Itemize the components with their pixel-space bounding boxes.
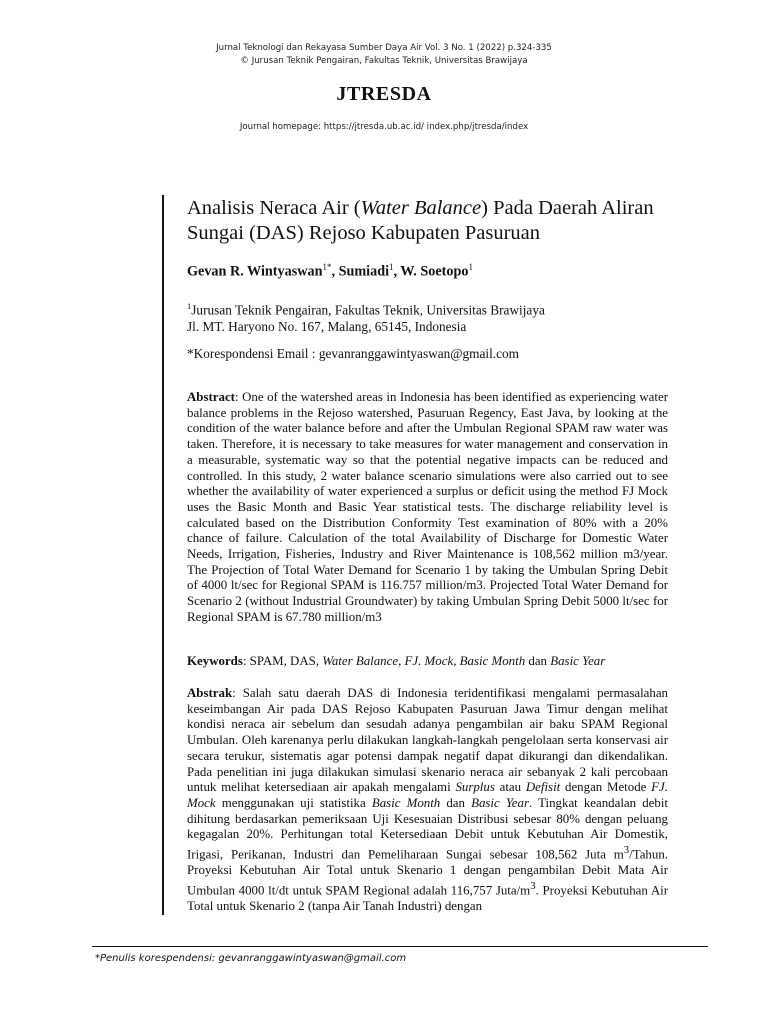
affiliation-institution: Jurusan Teknik Pengairan, Fakultas Teknik, Universitas Brawijaya: [191, 302, 545, 318]
title-text: Analisis Neraca Air (: [187, 197, 361, 219]
abstrak-text: dan: [440, 795, 472, 810]
title-italic: Water Balance: [360, 197, 482, 219]
author-separator: ,: [393, 263, 401, 280]
article-title: [187, 196, 668, 246]
footnote-correspondence: *Penulis korespendensi: gevanranggawintyaswan@gmail.com: [95, 953, 407, 964]
margin-rule: [162, 195, 164, 915]
keyword-italic: Water Balance: [322, 654, 399, 668]
journal-citation: Jurnal Teknologi dan Rekayasa Sumber Daya Air Vol. 3 No. 1 (2022) p.324-335: [216, 43, 552, 53]
keyword-text: : SPAM, DAS,: [242, 654, 323, 668]
author-affiliation-mark: 1: [468, 262, 473, 272]
journal-brand: JTRESDA: [336, 83, 432, 105]
abstrak-text: : Salah satu daerah DAS di Indonesia teridentifikasi mengalami permasalahan keseimbangan Air pada DAS Rejoso Kabupaten Pasuruan Jawa Timur dengan melihat kondisi neraca air sebelum dan sesudah adanya pengambilan air baku SPAM Regional Umbulan. Oleh karenanya perlu dilakukan langkah-langkah pengelolaan serta konservasi air secara terukur, sistematis agar potensi dampak negatif dapat dikurangi dan dikendalikan. Pada penelitian ini juga dilakukan simulasi skenario neraca air sebanyak 2 kali percobaan untuk melihat ketersediaan air apakah mengalami: [187, 686, 668, 795]
abstract-text: : One of the watershed areas in Indonesia has been identified as experiencing water balance problems in the Rejoso watershed, Pasuruan Regency, East Java, by looking at the condition of the water balance before and after the Umbulan Regional SPAM raw water was taken. Therefore, it is necessary to take measures for water management and conservation in a measurable, systematic way so that the potential negative impacts can be reduced and controlled. In this study, 2 water balance scenario simulations were also carried out to see whether the availability of water experienced a surplus or deficit using the method FJ Mock uses the Basic Month and Basic Year statistical tests. The discharge reliability level is calculated based on the Distribution Conformity Test examination of 80% with a 20% chance of failure. Calculation of the total Availability of Discharge for Domestic Water Needs, Irrigation, Fisheries, Industry and River Maintenance is 108,562 million m3/year. The Projection of Total Water Demand for Scenario 1 by taking the Umbulan Spring Debit of 4000 lt/sec for Regional SPAM is 116.757 million/m3. Projected Total Water Demand for Scenario 2 (without Industrial Groundwater) by taking Umbulan Spring Debit 5000 lt/sec for Regional SPAM is 67.780 million/m3: [187, 390, 668, 624]
abstrak-italic: FJ. Mock: [187, 780, 668, 810]
abstrak-label: Abstrak: [187, 686, 233, 700]
author-name: Sumiadi: [338, 263, 390, 280]
affiliation: [187, 298, 668, 335]
keywords: [187, 654, 668, 670]
affiliation-mark: 1: [187, 301, 192, 311]
abstract-indonesian: [187, 686, 668, 914]
abstract-english: [187, 390, 668, 626]
affiliation-line: [187, 298, 668, 318]
keyword-italic: Basic Year: [550, 654, 606, 668]
abstrak-text: menggunakan uji statistika: [215, 795, 372, 810]
abstrak-text: atau: [494, 780, 526, 795]
keywords-label: Keywords: [187, 654, 243, 668]
abstrak-superscript: 3: [530, 879, 536, 892]
abstrak-superscript: 3: [623, 844, 630, 857]
copyright-line: © Jurusan Teknik Pengairan, Fakultas Teknik, Universitas Brawijaya: [240, 56, 528, 66]
abstrak-text: dengan Metode: [560, 780, 652, 795]
author-list: [187, 262, 668, 281]
abstrak-italic: Basic Year: [471, 795, 529, 810]
author-name: W. Soetopo: [400, 263, 469, 280]
abstrak-italic: Basic Month: [371, 795, 441, 810]
affiliation-address: Jl. MT. Haryono No. 167, Malang, 65145, Indonesia: [187, 319, 467, 335]
abstrak-italic: Surplus: [455, 780, 495, 795]
keyword-text: ,: [453, 654, 460, 668]
author-name: Gevan R. Wintyaswan: [187, 263, 323, 280]
keyword-italic: Basic Month: [459, 654, 526, 668]
abstrak-text: . Tingkat keandalan debit dihitung berdasarkan pemeriksaan Uji Kesesuaian Distribusi sebesar 80% dengan peluang kegagalan 20%. Perhitungan total Ketersediaan Debit untuk Kebutuhan Air Domestik, Irigasi, Perikanan, Industri dan Pemeliharaan Sungai sebesar 108,562 Juta m: [187, 795, 668, 862]
journal-homepage[interactable]: Journal homepage: https://jtresda.ub.ac.id/ index.php/jtresda/index: [239, 122, 529, 132]
author-separator: ,: [331, 263, 339, 280]
abstract-label: Abstract: [187, 390, 235, 404]
title-text-rest: ) Pada Daerah Aliran Sungai (DAS) Rejoso Kabupaten Pasuruan: [187, 197, 654, 244]
abstrak-text: /Tahun. Proyeksi Kebutuhan Air Total untuk Skenario 1 dengan pengambilan Debit Mata Air Umbulan 4000 lt/dt untuk SPAM Regional adalah 116,757 Juta/m: [187, 847, 668, 898]
keyword-text: dan: [525, 654, 551, 668]
footnote-rule: [92, 946, 708, 947]
author-affiliation-mark: 1*: [322, 262, 332, 272]
correspondence-email: *Korespondensi Email : gevanranggawintyaswan@gmail.com: [187, 346, 520, 361]
author-affiliation-mark: 1: [389, 262, 394, 272]
keyword-text: ,: [398, 654, 405, 668]
abstrak-text: . Proyeksi Kebutuhan Air Total untuk Skenario 2 (tanpa Air Tanah Industri) dengan: [187, 883, 669, 913]
keyword-italic: FJ. Mock: [404, 654, 454, 668]
abstrak-italic: Defisit: [525, 780, 561, 795]
